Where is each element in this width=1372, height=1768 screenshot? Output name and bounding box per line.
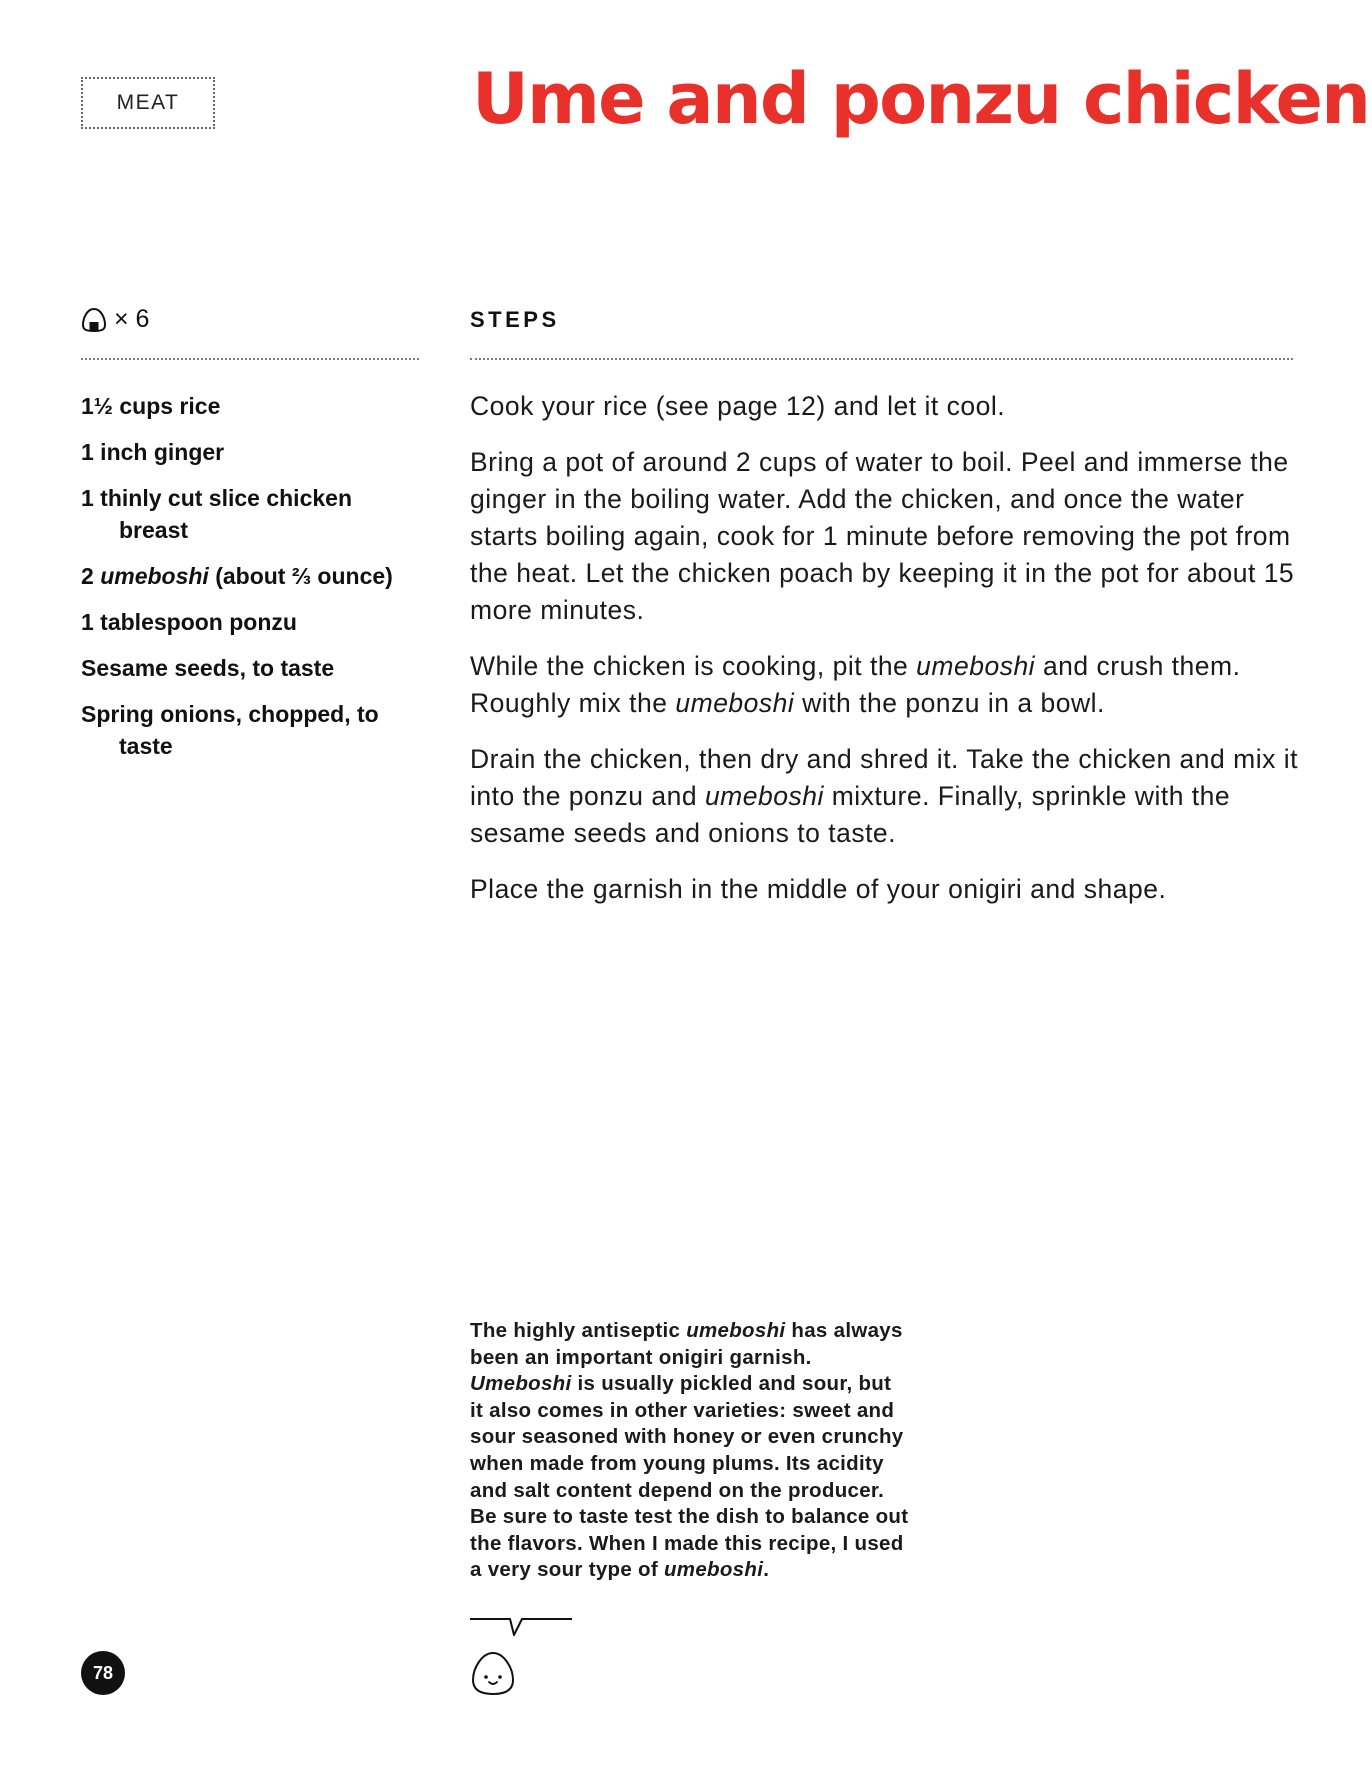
note-text: . (763, 1558, 770, 1582)
step-paragraph: Cook your rice (see page 12) and let it cool. (470, 391, 1006, 421)
page-number (81, 1651, 125, 1695)
category-tag (81, 77, 215, 129)
speech-tail-icon (470, 1617, 574, 1644)
step-text: umeboshi (916, 651, 1036, 681)
ingredient-list (81, 390, 421, 776)
step-text: and crush them. Roughly mix the (470, 651, 1241, 718)
category-label: MEAT (116, 91, 180, 114)
ingredient-item: 1 thinly cut slice chicken breast (81, 485, 352, 543)
note-text: has always been an important onigiri garnish. (470, 1319, 903, 1369)
steps-divider (470, 358, 1293, 360)
note-text: is usually pickled and sour, but it also comes in other varieties: sweet and sour seasoned with honey or even crunchy when made from young plums. Its acidity and salt content depend on the producer. Be sure to taste test the dish to balance out the flavors. When I made this recipe, I used a very sour type of (470, 1372, 909, 1582)
onigiri-mascot-icon (470, 1650, 516, 1701)
ingredient-item: Sesame seeds, to taste (81, 655, 335, 681)
step-text: umeboshi (704, 781, 824, 811)
step-paragraph: Place the garnish in the middle of your onigiri and shape. (470, 874, 1167, 904)
ingredient-text: 2 (81, 563, 101, 589)
onigiri-icon (80, 306, 108, 334)
step-text: umeboshi (675, 688, 795, 718)
step-paragraph (470, 648, 1310, 722)
side-note (470, 1318, 910, 1584)
step-paragraph (470, 741, 1310, 852)
step-text: with the ponzu in a bowl. (794, 688, 1105, 718)
steps-heading: STEPS (470, 307, 560, 332)
ingredients-divider (81, 358, 419, 360)
ingredient-text: (about ⅔ ounce) (208, 563, 393, 589)
note-text: umeboshi (686, 1319, 786, 1342)
step-text: Drain the chicken, then dry and shred it. Take the chicken and mix it into the ponzu and (470, 744, 1298, 811)
page-number-label: 78 (92, 1662, 114, 1683)
note-text: The highly antiseptic (470, 1319, 687, 1342)
steps-list (470, 388, 1310, 927)
ingredient-text: umeboshi (100, 563, 209, 589)
ingredient-item: Spring onions, chopped, to taste (81, 701, 379, 759)
note-text: Umeboshi (470, 1372, 572, 1396)
note-text: umeboshi (663, 1558, 764, 1582)
ingredient-item: 1 inch ginger (81, 439, 225, 465)
step-text: mixture. Finally, sprinkle with the sesame seeds and onions to taste. (470, 781, 1231, 848)
step-paragraph: Bring a pot of around 2 cups of water to boil. Peel and immerse the ginger in the boiling water. Add the chicken, and once the water starts boiling again, cook for 1 minute before removing the pot from the heat. Let the chicken poach by keeping it in the pot for about 15 more minutes. (470, 447, 1295, 625)
yield-count: × 6 (114, 305, 150, 333)
page-title: Ume and ponzu chicken (472, 58, 1370, 140)
yield (80, 305, 149, 334)
ingredient-item: 1½ cups rice (81, 393, 221, 419)
ingredient-item (81, 560, 421, 592)
ingredient-item: 1 tablespoon ponzu (81, 609, 297, 635)
step-text: While the chicken is cooking, pit the (470, 651, 917, 681)
